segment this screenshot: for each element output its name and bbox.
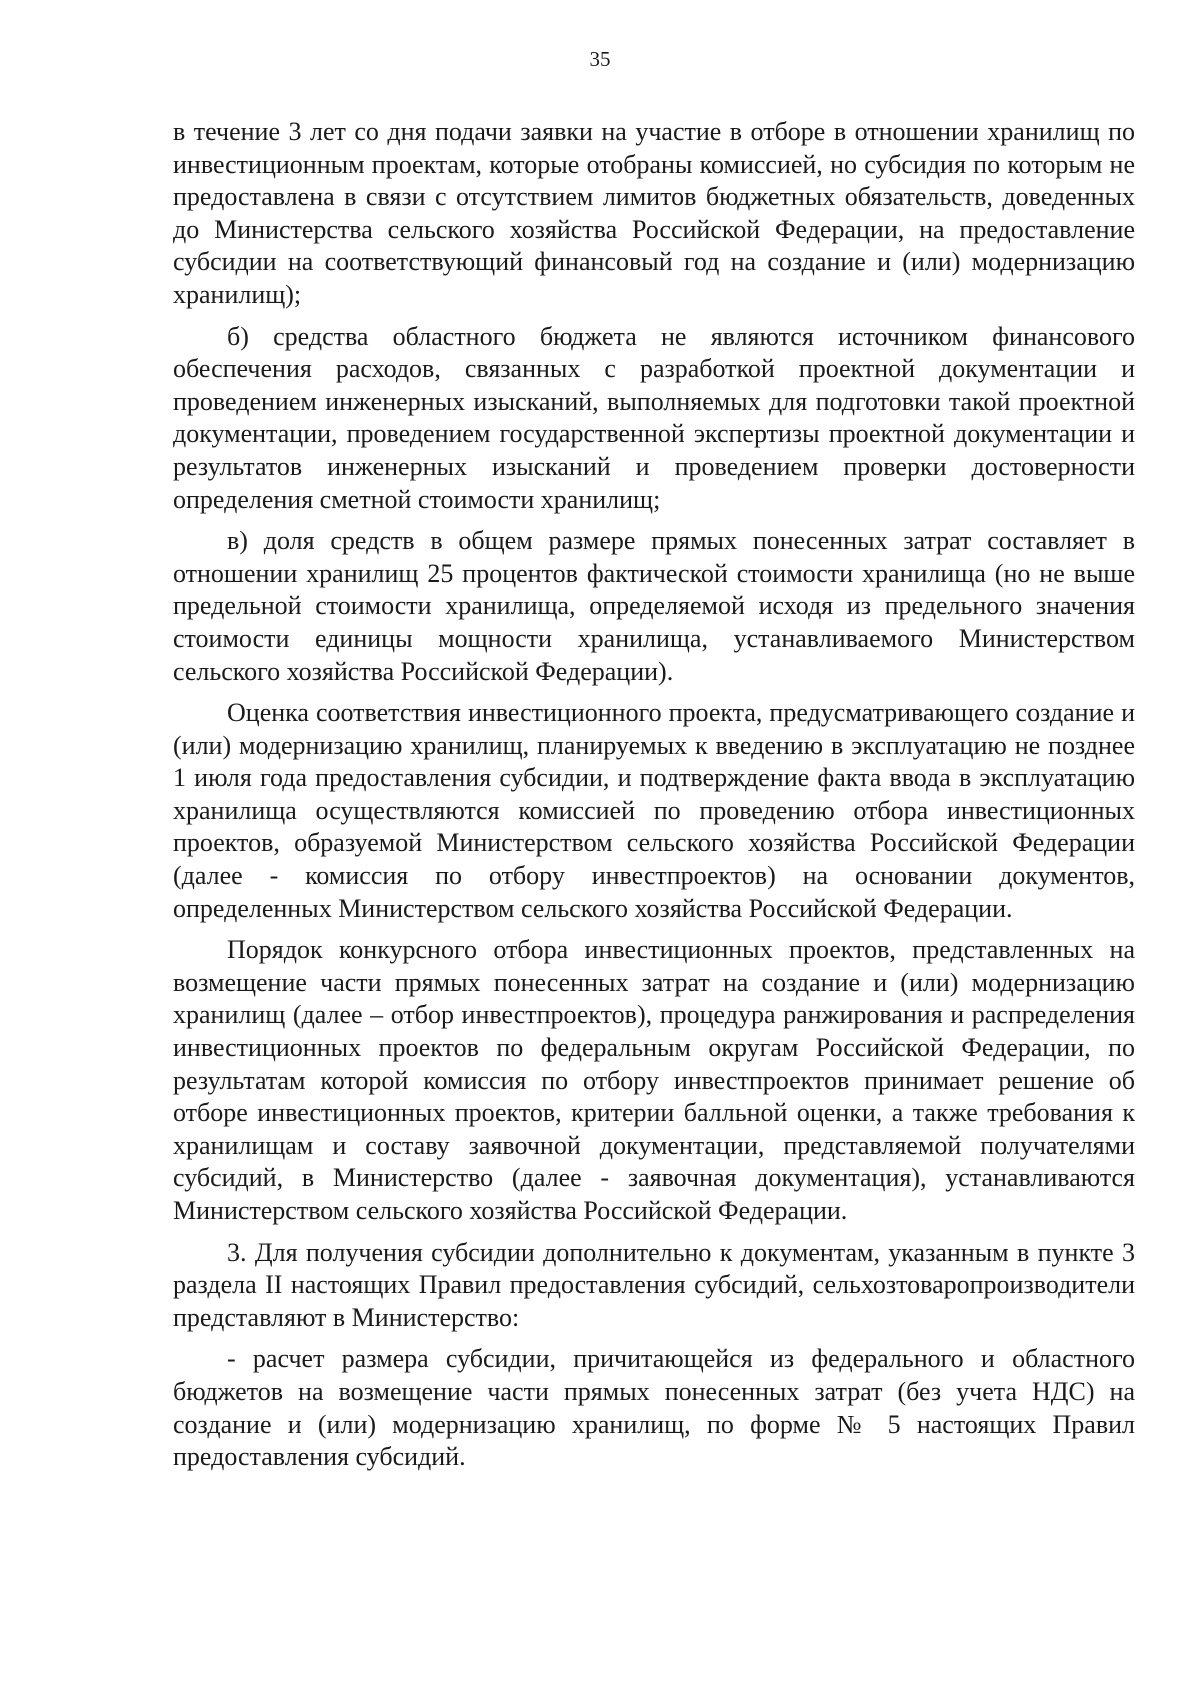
paragraph-item-v: в) доля средств в общем размере прямых понесенных затрат составляет в отношении хранилищ 25 процентов фактической стоимости хранилища (но не выше предельной стоимости хранилища, определяемой исходя из предельного значения стоимости единицы мощности хранилища, устанавливаемого Министерством сельского хозяйства Российской Федерации). <box>173 526 1135 686</box>
paragraph-continuation: в течение 3 лет со дня подачи заявки на участие в отборе в отношении хранилищ по инвестиционным проектам, которые отобраны комиссией, но субсидия по которым не предоставлена в связи с отсутствием лимитов бюджетных обязательств, доведенных до Министерства сельского хозяйства Российской Федерации, на предоставление субсидии на соответствующий финансовый год на создание и (или) модернизацию хранилищ); <box>173 117 1135 309</box>
paragraph-selection-procedure: Порядок конкурсного отбора инвестиционных проектов, представленных на возмещение части прямых понесенных затрат на создание и (или) модернизацию хранилищ (далее – отбор инвестпроектов), процедура ранжирования и распределения инвестиционных проектов по федеральным округам Российской Федерации, по результатам которой комиссия по отбору инвестпроектов принимает решение об отборе инвестиционных проектов, критерии балльной оценки, а также требования к хранилищам и составу заявочной документации, представляемой получателями субсидий, в Министерство (далее - заявочная документация), устанавливаются Министерством сельского хозяйства Российской Федерации. <box>173 935 1135 1225</box>
paragraph-section-3: 3. Для получения субсидии дополнительно к документам, указанным в пункте 3 раздела II настоящих Правил предоставления субсидий, сельхозтоваропроизводители представляют в Министерство: <box>173 1237 1135 1332</box>
page-number: 35 <box>589 47 611 71</box>
paragraph-subsidy-calculation: - расчет размера субсидии, причитающейся из федерального и областного бюджетов на возмещение части прямых понесенных затрат (без учета НДС) на создание и (или) модернизацию хранилищ, по форме № 5 настоящих Правил предоставления субсидий. <box>173 1344 1135 1472</box>
paragraph-item-b: б) средства областного бюджета не являются источником финансового обеспечения расходов, связанных с разработкой проектной документации и проведением инженерных изысканий, выполняемых для подготовки такой проектной документации, проведением государственной экспертизы проектной документации и результатов инженерных изысканий и проведением проверки достоверности определения сметной стоимости хранилищ; <box>173 321 1135 514</box>
paragraph-assessment: Оценка соответствия инвестиционного проекта, предусматривающего создание и (или) модернизацию хранилищ, планируемых к введению в эксплуатацию не позднее 1 июля года предоставления субсидии, и подтверждение факта ввода в эксплуатацию хранилища осуществляются комиссией по проведению отбора инвестиционных проектов, образуемой Министерством сельского хозяйства Российской Федерации (далее - комиссия по отбору инвестпроектов) на основании документов, определенных Министерством сельского хозяйства Российской Федерации. <box>173 698 1135 923</box>
document-body <box>173 116 1135 1483</box>
